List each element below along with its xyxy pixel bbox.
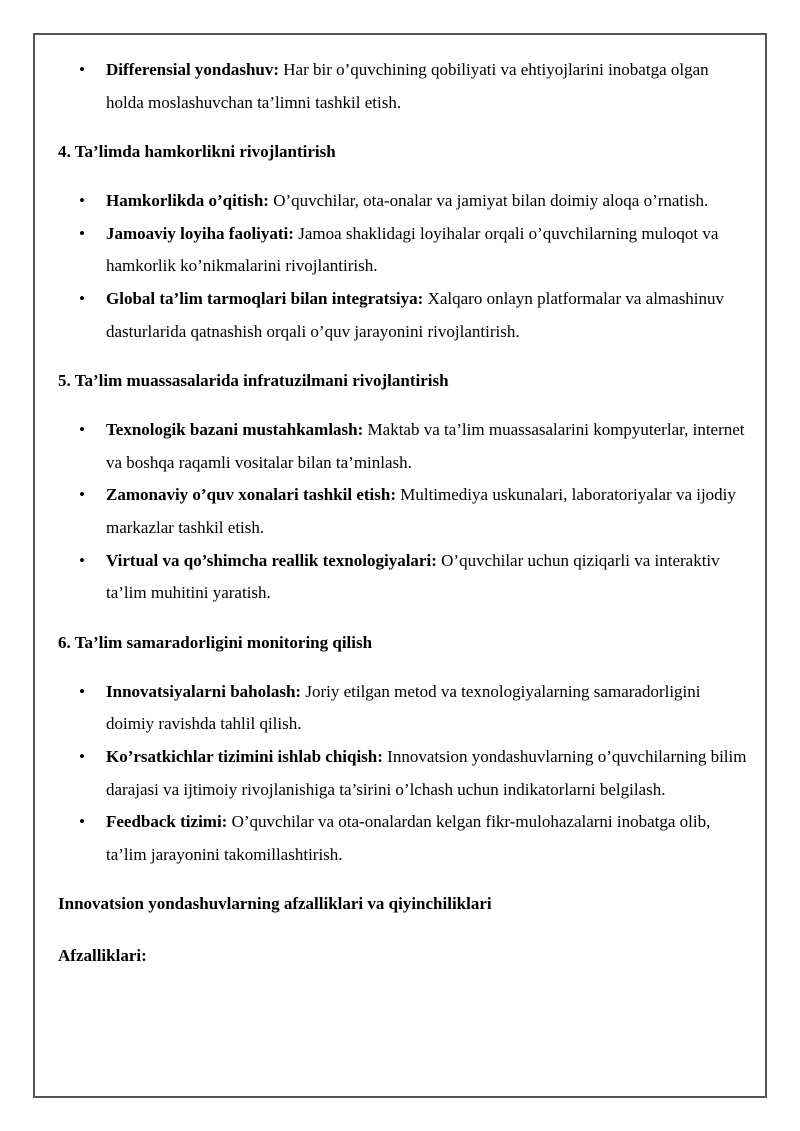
bullet-icon: • (79, 288, 85, 308)
item-text: Har bir o’quvchining qobiliyati va ehtiyojlarini inobatga olgan holda moslashuvchan ta’limni tashkil etish. (106, 60, 709, 112)
item-term: Feedback tizimi: (106, 812, 228, 832)
item-term: Texnologik bazani mustahkamlash: (106, 420, 364, 440)
item-term: Zamonaviy o’quv xonalari tashkil etish: (106, 485, 396, 505)
bullet-icon: • (79, 812, 85, 832)
section-6-list (58, 676, 748, 872)
item-term: Global ta’lim tarmoqlari bilan integratsiya: (106, 288, 424, 308)
list-item (58, 479, 748, 544)
item-term: Innovatsiyalarni baholash: (106, 681, 302, 701)
section-heading-6: 6. Ta’lim samaradorligini monitoring qilish (58, 632, 373, 652)
bullet-icon: • (79, 223, 85, 243)
item-text: Joriy etilgan metod va texnologiyalarning samaradorligini doimiy ravishda tahlil qilish. (106, 681, 701, 734)
item-text: O’quvchilar, ota-onalar va jamiyat bilan doimiy aloqa o’rnatish. (273, 191, 709, 211)
intro-list (58, 54, 748, 119)
list-item (58, 185, 748, 218)
list-item (58, 218, 748, 283)
item-text: O’quvchilar va ota-onalardan kelgan fikr-mulohazalarni inobatga olib, ta’lim jarayonini takomillashtirish. (106, 812, 711, 864)
bullet-icon: • (79, 550, 85, 570)
item-term: Jamoaviy loyiha faoliyati: (106, 223, 294, 243)
list-item (58, 414, 748, 479)
item-text: Xalqaro onlayn platformalar va almashinuv dasturlarida qatnashish orqali o’quv jarayonini rivojlantirish. (106, 288, 725, 341)
closing-heading: Innovatsion yondashuvlarning afzalliklari va qiyinchiliklari (58, 894, 492, 914)
list-item (58, 676, 748, 741)
item-term: Hamkorlikda o’qitish: (106, 191, 269, 211)
item-text: Jamoa shaklidagi loyihalar orqali o’quvchilarning muloqot va hamkorlik ko’nikmalarini rivojlantirish. (106, 223, 719, 276)
item-text: Maktab va ta’lim muassasalarini kompyuterlar, internet va boshqa raqamli vositalar bilan ta’minlash. (106, 420, 745, 472)
list-item (58, 54, 748, 119)
section-5-list (58, 414, 748, 610)
item-term: Virtual va qo’shimcha reallik texnologiyalari: (106, 550, 437, 570)
bullet-icon: • (79, 191, 85, 211)
item-term: Differensial yondashuv: (106, 60, 280, 79)
item-term: Ko’rsatkichlar tizimini ishlab chiqish: (106, 746, 383, 766)
section-4-list (58, 185, 748, 348)
list-item (58, 806, 748, 871)
item-text: Multimediya uskunalari, laboratoriyalar va ijodiy markazlar tashkil etish. (106, 485, 736, 537)
item-text: Innovatsion yondashuvlarning o’quvchilarning bilim darajasi va ijtimoiy rivojlanishiga ta’sirini o’lchash uchun indikatorlarni belgilash. (106, 746, 747, 799)
document-body (58, 54, 748, 972)
section-heading-5: 5. Ta’lim muassasalarida infratuzilmani rivojlantirish (58, 371, 449, 391)
closing-subheading: Afzalliklari: (58, 946, 147, 966)
list-item (58, 283, 748, 348)
section-heading-4: 4. Ta’limda hamkorlikni rivojlantirish (58, 142, 336, 162)
bullet-icon: • (79, 746, 85, 766)
bullet-icon: • (79, 420, 85, 440)
bullet-icon: • (79, 485, 85, 505)
list-item (58, 741, 748, 806)
list-item (58, 545, 748, 610)
bullet-icon: • (79, 60, 85, 79)
item-text: O’quvchilar uchun qiziqarli va interaktiv ta’lim muhitini yaratish. (106, 550, 720, 603)
bullet-icon: • (79, 681, 85, 701)
